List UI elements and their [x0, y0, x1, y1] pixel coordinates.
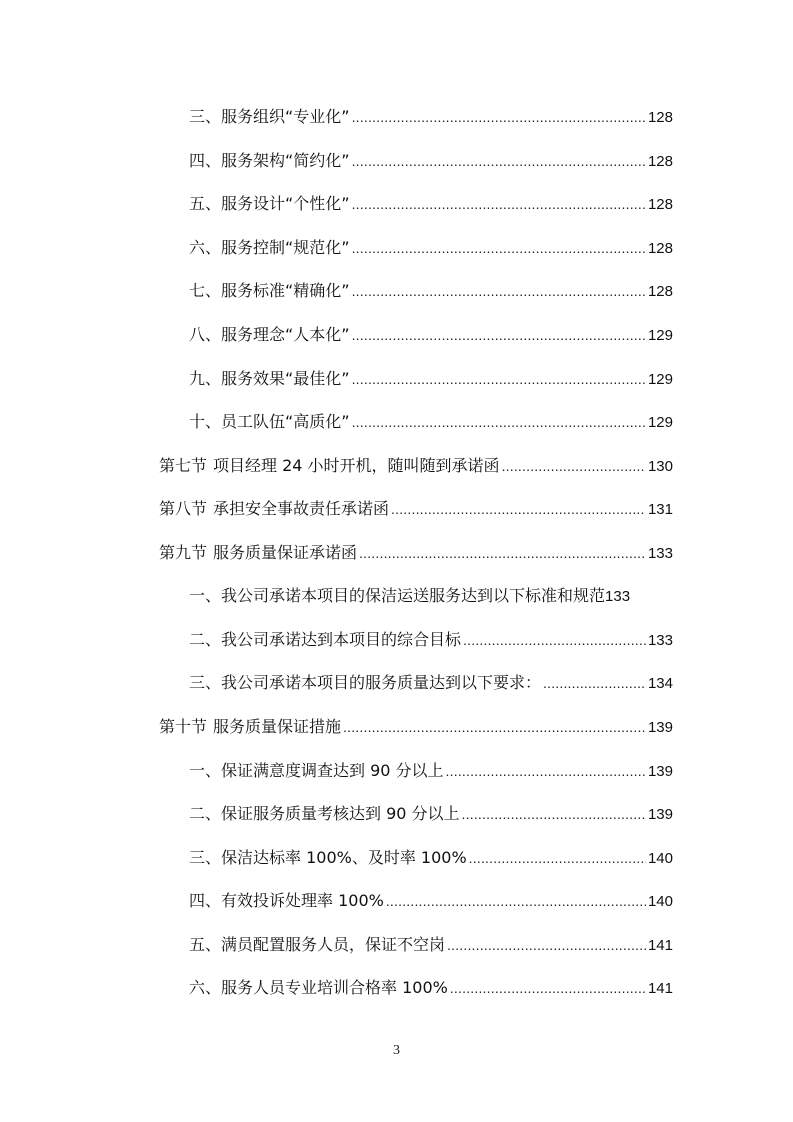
toc-entry-label: 六、服务控制“规范化” — [189, 238, 350, 257]
toc-entry[interactable] — [189, 758, 673, 784]
toc-entry-label: 项目经理 24 小时开机，随叫随到承诺函 — [213, 456, 500, 475]
toc-entry[interactable] — [189, 801, 673, 827]
toc-entry-label: 三、服务组织“专业化” — [189, 107, 350, 126]
toc-entry-page: 128 — [647, 283, 673, 300]
toc-entry-label: 五、满员配置服务人员，保证不空岗 — [189, 935, 446, 954]
toc-entry-page: 133 — [647, 632, 673, 649]
toc-leader-dots — [463, 627, 646, 653]
toc-entry-page: 130 — [647, 458, 673, 475]
toc-entry[interactable] — [189, 888, 673, 914]
toc-entry-page: 139 — [647, 806, 673, 823]
toc-entry-label: 三、保洁达标率 100%、及时率 100% — [189, 848, 467, 867]
toc-leader-dots — [502, 453, 646, 479]
toc-entry-page: 133 — [647, 545, 673, 562]
toc-leader-dots — [462, 801, 646, 827]
toc-entry[interactable] — [189, 583, 673, 609]
toc-leader-dots — [352, 148, 646, 174]
toc-leader-dots — [352, 278, 646, 304]
toc-entry-page: 140 — [647, 850, 673, 867]
toc-section-entry[interactable] — [159, 714, 673, 740]
toc-entry-page: 129 — [647, 371, 673, 388]
toc-section-number: 第七节 — [159, 456, 208, 475]
toc-entry[interactable] — [189, 975, 673, 1001]
toc-leader-dots — [386, 888, 646, 914]
toc-entry-label: 四、有效投诉处理率 100% — [189, 891, 384, 910]
toc-leader-dots — [352, 322, 646, 348]
toc-leader-dots — [391, 496, 646, 522]
toc-entry-label: 九、服务效果“最佳化” — [189, 369, 350, 388]
toc-leader-dots — [352, 409, 646, 435]
page-number: 3 — [393, 1043, 400, 1058]
toc-section-entry[interactable] — [159, 496, 673, 522]
toc-entry-page: 140 — [647, 893, 673, 910]
toc-entry-page: 131 — [647, 501, 673, 518]
toc-leader-dots — [447, 932, 646, 958]
toc-leader-dots — [469, 845, 646, 871]
toc-entry[interactable] — [189, 191, 673, 217]
toc-entry[interactable] — [189, 148, 673, 174]
toc-leader-dots — [359, 540, 646, 566]
toc-entry[interactable] — [189, 278, 673, 304]
toc-section-entry[interactable] — [159, 540, 673, 566]
toc-entry-page: 129 — [647, 414, 673, 431]
toc-leader-dots — [352, 104, 646, 130]
toc-section-number: 第十节 — [159, 717, 208, 736]
toc-leader-dots — [543, 670, 646, 696]
toc-section-entry[interactable] — [159, 453, 673, 479]
toc-section-number: 第八节 — [159, 499, 208, 518]
toc-leader-dots — [343, 714, 646, 740]
toc-entry-page: 139 — [647, 719, 673, 736]
toc-entry-page: 128 — [647, 240, 673, 257]
toc-leader-dots — [352, 191, 646, 217]
toc-entry-label: 服务质量保证措施 — [213, 717, 342, 736]
toc-entry-page: 139 — [647, 763, 673, 780]
toc-leader-dots — [450, 975, 646, 1001]
toc-entry-label: 一、我公司承诺本项目的保洁运送服务达到以下标准和规范 — [189, 586, 606, 605]
toc-entry-label: 二、保证服务质量考核达到 90 分以上 — [189, 804, 460, 823]
toc-entry-page: 128 — [647, 153, 673, 170]
toc-entry-label: 承担安全事故责任承诺函 — [213, 499, 390, 518]
toc-entry-page: 134 — [647, 675, 673, 692]
toc-entry-label: 一、保证满意度调查达到 90 分以上 — [189, 761, 444, 780]
toc-entry[interactable] — [189, 322, 673, 348]
toc-entry-label: 服务质量保证承诺函 — [213, 543, 358, 562]
toc-entry[interactable] — [189, 845, 673, 871]
toc-entry[interactable] — [189, 235, 673, 261]
toc-entry-label: 三、我公司承诺本项目的服务质量达到以下要求： — [189, 673, 542, 692]
toc-entry-page: 129 — [647, 327, 673, 344]
toc-entry-page: 141 — [647, 937, 673, 954]
toc-entry[interactable] — [189, 409, 673, 435]
toc-section-number: 第九节 — [159, 543, 208, 562]
toc-entry[interactable] — [189, 670, 673, 696]
toc-entry-label: 八、服务理念“人本化” — [189, 325, 350, 344]
toc-entry[interactable] — [189, 366, 673, 392]
toc-leader-dots — [446, 758, 646, 784]
toc-entry-page: 133 — [605, 588, 631, 605]
toc-entry-label: 五、服务设计“个性化” — [189, 194, 350, 213]
toc-entry-label: 十、员工队伍“高质化” — [189, 412, 350, 431]
toc-entry-page: 128 — [647, 109, 673, 126]
toc-entry-label: 六、服务人员专业培训合格率 100% — [189, 978, 448, 997]
toc-entry-label: 七、服务标准“精确化” — [189, 281, 350, 300]
toc-entry-page: 128 — [647, 196, 673, 213]
toc-leader-dots — [352, 366, 646, 392]
toc-entry[interactable] — [189, 104, 673, 130]
toc-leader-dots — [352, 235, 646, 261]
toc-entry-label: 四、服务架构“简约化” — [189, 151, 350, 170]
toc-entry-page: 141 — [647, 980, 673, 997]
toc-entry[interactable] — [189, 627, 673, 653]
toc-entry[interactable] — [189, 932, 673, 958]
toc-entry-label: 二、我公司承诺达到本项目的综合目标 — [189, 630, 462, 649]
